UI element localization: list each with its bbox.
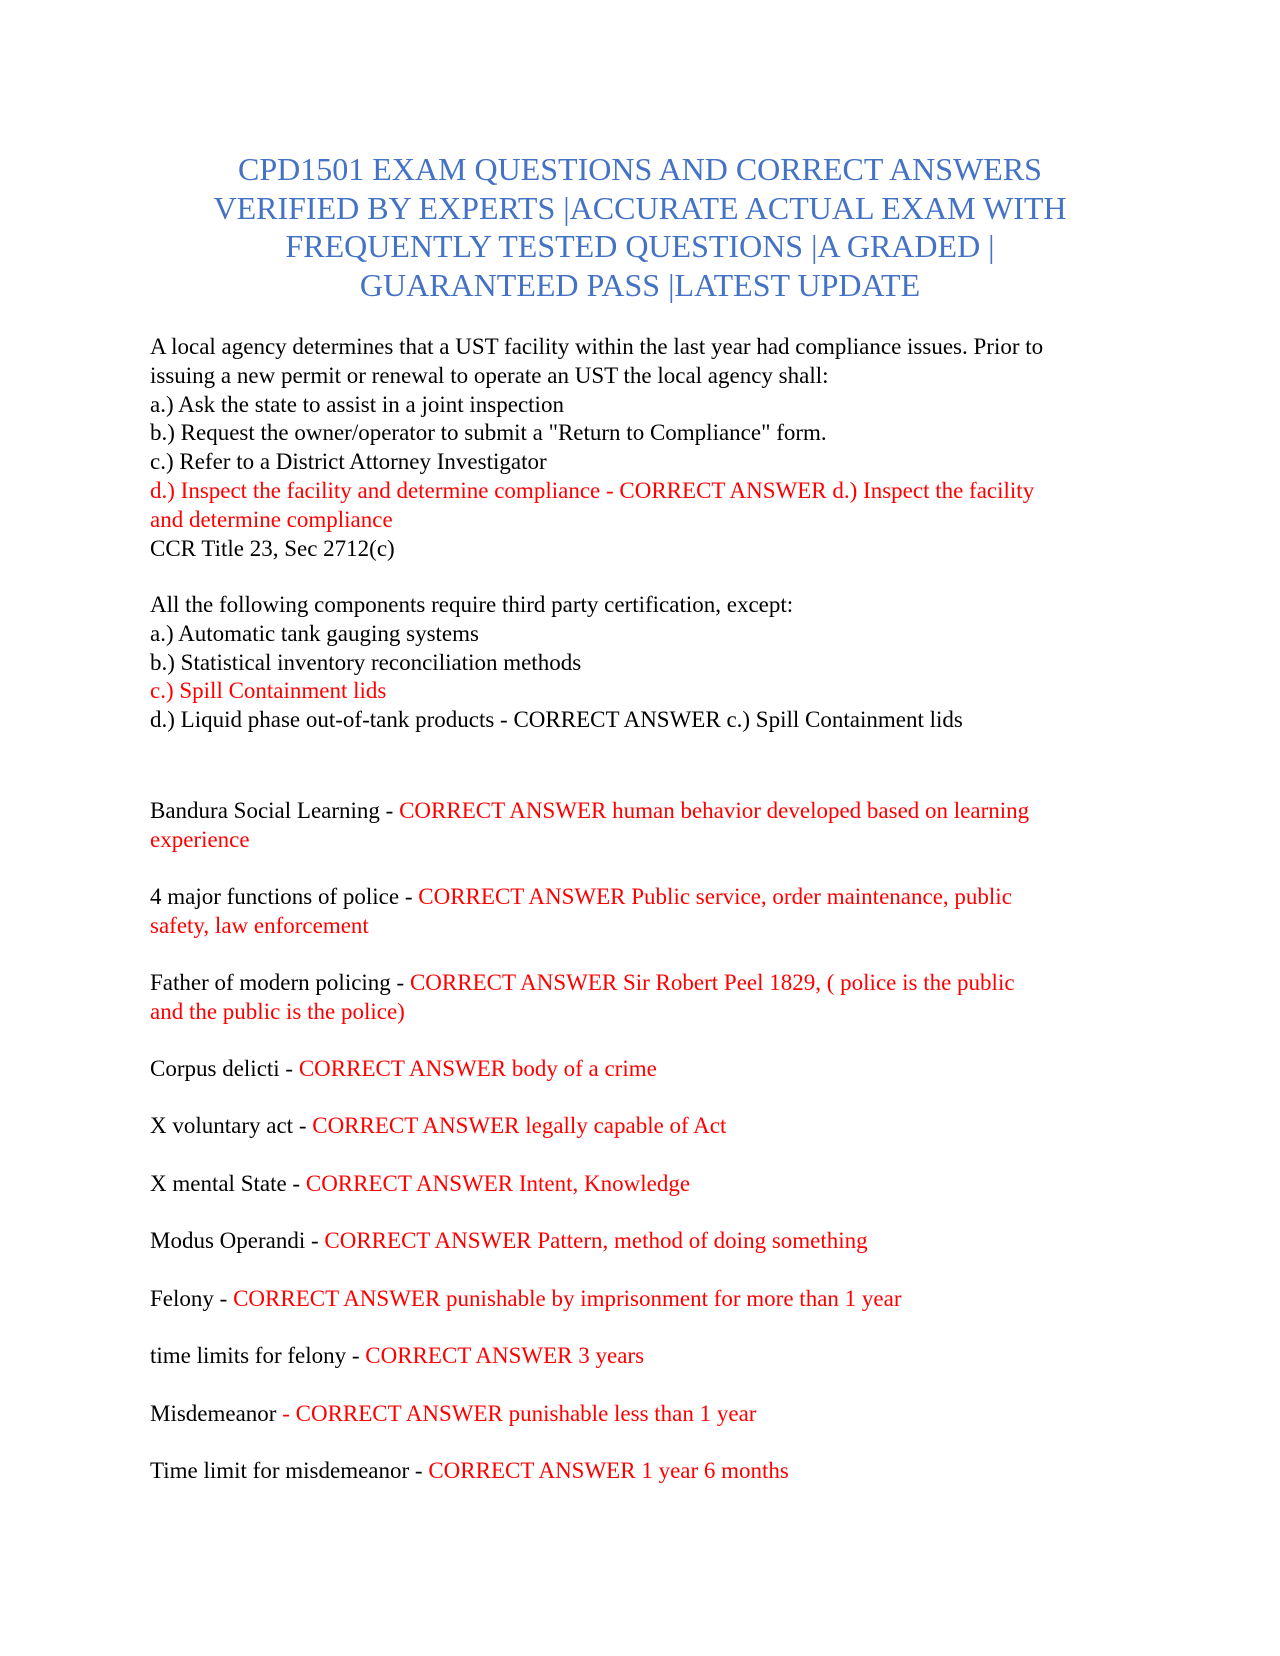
qa-item — [150, 797, 1150, 855]
option-c-correct: c.) Spill Containment lids — [150, 678, 387, 704]
qa-answer: CORRECT ANSWER 3 years — [365, 1343, 645, 1368]
qa-answer: CORRECT ANSWER Sir Robert Peel 1829, ( police is the public — [409, 970, 1015, 995]
qa-term: Bandura Social Learning - — [150, 798, 400, 823]
question-third-party-certification — [150, 591, 1150, 735]
question-text: All the following components require third party certification, except: — [150, 592, 794, 617]
qa-item — [150, 969, 1150, 1027]
qa-item — [150, 1285, 1150, 1314]
question-text: A local agency determines that a UST facility within the last year had compliance issues. Prior to — [150, 334, 1044, 359]
correct-answer: and determine compliance — [150, 506, 393, 532]
qa-term: X mental State - — [150, 1171, 306, 1196]
document-title — [140, 150, 1140, 304]
qa-answer: and the public is the police) — [150, 998, 405, 1024]
qa-term: Felony - — [150, 1286, 234, 1311]
correct-answer: d.) Inspect the facility and determine compliance - CORRECT ANSWER d.) Inspect the facility — [150, 477, 1035, 503]
qa-term: Father of modern policing - — [150, 970, 410, 995]
title-line: VERIFIED BY EXPERTS |ACCURATE ACTUAL EXAM WITH — [213, 189, 1067, 226]
qa-answer: CORRECT ANSWER Public service, order maintenance, public — [418, 884, 1012, 909]
question-ust-compliance — [150, 333, 1150, 563]
qa-answer: CORRECT ANSWER 1 year 6 months — [428, 1458, 789, 1483]
qa-item — [150, 1227, 1150, 1256]
qa-term: Corpus delicti - — [150, 1056, 299, 1081]
question-text: issuing a new permit or renewal to operate an UST the local agency shall: — [150, 362, 829, 388]
qa-term: 4 major functions of police - — [150, 884, 419, 909]
qa-answer: CORRECT ANSWER Intent, Knowledge — [305, 1171, 691, 1196]
qa-answer: - CORRECT ANSWER punishable less than 1 year — [276, 1401, 757, 1426]
qa-answer: CORRECT ANSWER human behavior developed based on learning — [399, 798, 1030, 823]
qa-answer: experience — [150, 826, 250, 852]
option-b: b.) Statistical inventory reconciliation methods — [150, 649, 582, 675]
qa-answer: safety, law enforcement — [150, 912, 369, 938]
qa-answer: CORRECT ANSWER punishable by imprisonment for more than 1 year — [233, 1286, 902, 1311]
option-a: a.) Ask the state to assist in a joint inspection — [150, 391, 564, 417]
title-line: CPD1501 EXAM QUESTIONS AND CORRECT ANSWERS — [238, 151, 1042, 187]
title-line: FREQUENTLY TESTED QUESTIONS |A GRADED | — [285, 228, 995, 264]
qa-item — [150, 1055, 1150, 1084]
option-a: a.) Automatic tank gauging systems — [150, 620, 479, 646]
qa-term: Modus Operandi - — [150, 1228, 325, 1253]
option-c: c.) Refer to a District Attorney Investigator — [150, 449, 547, 475]
reference: CCR Title 23, Sec 2712(c) — [150, 535, 395, 561]
option-b: b.) Request the owner/operator to submit a "Return to Compliance" form. — [150, 420, 827, 446]
option-d: d.) Liquid phase out-of-tank products - CORRECT ANSWER c.) Spill Containment lids — [150, 707, 963, 733]
qa-item — [150, 1457, 1150, 1486]
qa-item — [150, 883, 1150, 941]
qa-item — [150, 1400, 1150, 1429]
qa-term: time limits for felony - — [150, 1343, 366, 1368]
qa-answer: CORRECT ANSWER Pattern, method of doing something — [324, 1228, 868, 1253]
qa-term: Time limit for misdemeanor - — [150, 1458, 429, 1483]
qa-term: Misdemeanor — [150, 1401, 277, 1426]
qa-item — [150, 1112, 1150, 1141]
qa-item — [150, 1342, 1150, 1371]
qa-answer: CORRECT ANSWER body of a crime — [298, 1056, 657, 1081]
qa-term: X voluntary act - — [150, 1113, 313, 1138]
qa-answer: CORRECT ANSWER legally capable of Act — [312, 1113, 727, 1138]
qa-item — [150, 1170, 1150, 1199]
title-line: GUARANTEED PASS |LATEST UPDATE — [359, 266, 921, 303]
